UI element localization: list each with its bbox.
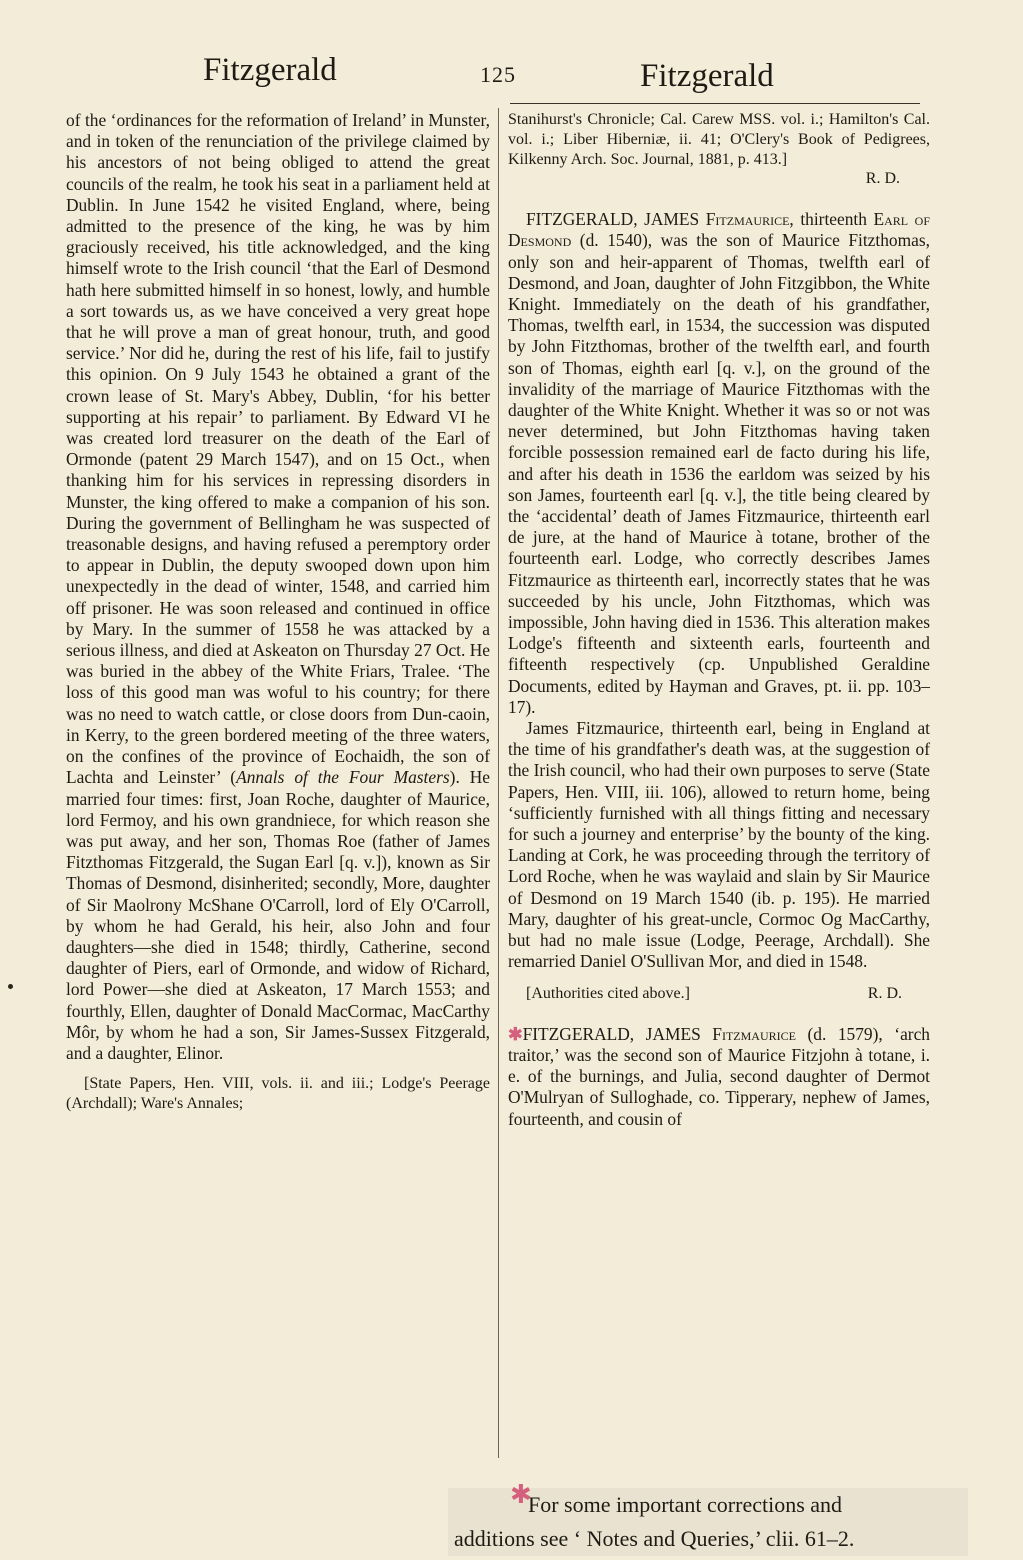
right-column <box>508 110 930 1130</box>
left-column <box>66 110 490 1114</box>
asterisk-icon: ✱ <box>508 1023 523 1044</box>
signature-rd-2: R. D. <box>867 984 902 1002</box>
asterisk-icon: ✱ <box>510 1480 532 1509</box>
page-header <box>0 52 1023 102</box>
left-sources: [State Papers, Hen. VIII, vols. ii. and iii.; Lodge's Peerage (Archdall); Ware's Annales; <box>66 1075 490 1112</box>
entry2-heading: FITZGERALD, JAMES <box>522 1023 701 1044</box>
entry-james-fitzmaurice-arch-traitor: ✱FITZGERALD, JAMES Fitzmaurice (d. 1579), ‘arch traitor,’ was the second son of Maurice Fitzjohn à totane, i. e. of the burnings, and Julia, second daughter of Dermot O'Mulryan of Sulloghade, co. Tipperary, nephew of James, fourteenth, and cousin of <box>508 1023 931 1129</box>
handwritten-correction-note <box>448 1480 968 1556</box>
entry1-heading: FITZGERALD, JAMES <box>526 209 700 230</box>
signature-rd-1: R. D. <box>865 170 900 188</box>
entry-james-fitzmaurice-13th: FITZGERALD, JAMES Fitzmaurice, thirteenth Earl of Desmond (d. 1540), was the son of Maurice Fitzthomas, only son and heir-apparent of Thomas, twelfth earl of Desmond, and Joan, daughter of John Fitzgibbon, the White Knight. Immediately on the death of his grandfather, Thomas, twelfth earl, in 1534, the succession was disputed by John Fitzthomas, brother of the twelfth earl, and fourth son of Thomas, eighth earl [q. v.], on the ground of the invalidity of the marriage of Maurice Fitzthomas with the daughter of the White Knight. Whether it was so or not was never determined, but John Fitzthomas having taken forcible possession remained earl de facto during his life, and after his death in 1536 the earldom was seized by his son James, fourteenth earl [q. v.], the title being cleared by the ‘accidental’ death of James Fitzmaurice, thirteenth earl de jure, at the hand of Maurice à totane, brother of the fourteenth earl. Lodge, who correctly describes James Fitzmaurice as thirteenth earl, incorrectly states that he was succeeded by his uncle, John Fitzthomas, which was impossible, John having died in 1536. This alteration makes Lodge's fifteenth and sixteenth earls, fourteenth and fifteenth respectively (cp. Unpublished Geraldine Documents, edited by Hayman and Graves, pt. ii. pp. 103–17). <box>508 209 931 717</box>
margin-dot <box>8 984 13 989</box>
note-line-1: For some important corrections and <box>528 1492 843 1517</box>
annals-reference: Annals of the Four Masters <box>236 767 450 788</box>
right-sources-continued: Stanihurst's Chronicle; Cal. Carew MSS. vol. i.; Hamilton's Cal. vol. i.; Liber Hiberniæ, ii. 41; O'Clery's Book of Pedigrees, Kilkenny Arch. Soc. Journal, 1881, p. 413.] <box>508 111 930 168</box>
authorities-text: [Authorities cited above.] <box>526 984 690 1002</box>
note-line-2: additions see ‘ Notes and Queries,’ clii. 61–2. <box>454 1526 855 1551</box>
running-head-left: Fitzgerald <box>203 52 337 88</box>
running-head-right: Fitzgerald <box>640 58 774 94</box>
page-number: 125 <box>480 62 516 87</box>
authorities-line <box>508 983 930 1004</box>
header-rule <box>510 103 920 104</box>
column-divider <box>498 108 499 1458</box>
entry1-second-paragraph: James Fitzmaurice, thirteenth earl, being in England at the time of his grandfather's death was, at the suggestion of the Irish council, who had their own purposes to serve (State Papers, Hen. VIII, iii. 106), allowed to return home, being ‘sufficiently furnished with all things fitting and necessary for such a journey and enterprise’ by the bounty of the king. Landing at Cork, he was proceeding through the territory of Lord Roche, when he was waylaid and slain by Sir Maurice of Desmond on 19 March 1540 (ib. p. 195). He married Mary, daughter of his great-uncle, Cormoc Og MacCarthy, but had no male issue (Lodge, Peerage, Archdall). She remarried Daniel O'Sullivan Mor, and died in 1548. <box>508 718 930 972</box>
left-body-text: of the ‘ordinances for the reformation of Ireland’ in Munster, and in token of the renunciation of the privilege claimed by his ancestors of not being obliged to attend the great councils of the realm, he took his seat in a parliament held at Dublin. In June 1542 he visited England, where, being admitted to the presence of the king, he was by him graciously received, his title acknowledged, and the king himself wrote to the Irish council ‘that the Earl of Desmond hath here submitted himself in so honest, lowly, and humble a sort towards us, as we have conceived a very great hope that he will prove a man of great honour, truth, and good service.’ Nor did he, during the rest of his life, fail to justify this opinion. On 9 July 1543 he obtained a grant of the crown lease of St. Mary's Abbey, Dublin, ‘for his better supporting at his repair’ to parliament. By Edward VI he was created lord treasurer on the death of the Earl of Ormonde (patent 29 March 1547), and on 15 Oct., when thanking him for his services in repressing disorders in Munster, the king offered to make a companion of his son. During the government of Bellingham he was suspected of treasonable designs, and having refused a peremptory order to appear in Dublin, the deputy swooped down upon him unexpectedly in the dead of winter, 1548, and carried him off prisoner. He was soon released and continued in office by Mary. In the summer of 1558 he was attacked by a serious illness, and died at Askeaton on Thursday 27 Oct. He was buried in the abbey of the White Friars, Tralee. ‘The loss of this good man was woful to his country; for there was no need to watch cattle, or close doors from Dun-caoin, in Kerry, to the green bordered meeting of the three waters, on the confines of the province of Eochaidh, the son of Lachta and Leinster’ (Annals of the Four Masters). He married four times: first, Joan Roche, daughter of Maurice, lord Fermoy, and his own grandniece, for which reason she was put away, and her son, Thomas Roe (father of James Fitzthomas Fitzgerald, the Sugan Earl [q. v.]), known as Sir Thomas of Desmond, disinherited; secondly, More, daughter of Sir Maolrony McShane O'Carroll, lord of Ely O'Carroll, by whom he had Gerald, his heir, also John and four daughters—she died in 1548; thirdly, Catherine, second daughter of Piers, earl of Ormonde, and widow of Richard, lord Power—she died at Askeaton, 17 March 1553; and fourthly, Ellen, daughter of Donald MacCormac, MacCarthy Môr, by whom he had a son, Sir James-Sussex Fitzgerald, and a daughter, Elinor. <box>66 110 490 1063</box>
